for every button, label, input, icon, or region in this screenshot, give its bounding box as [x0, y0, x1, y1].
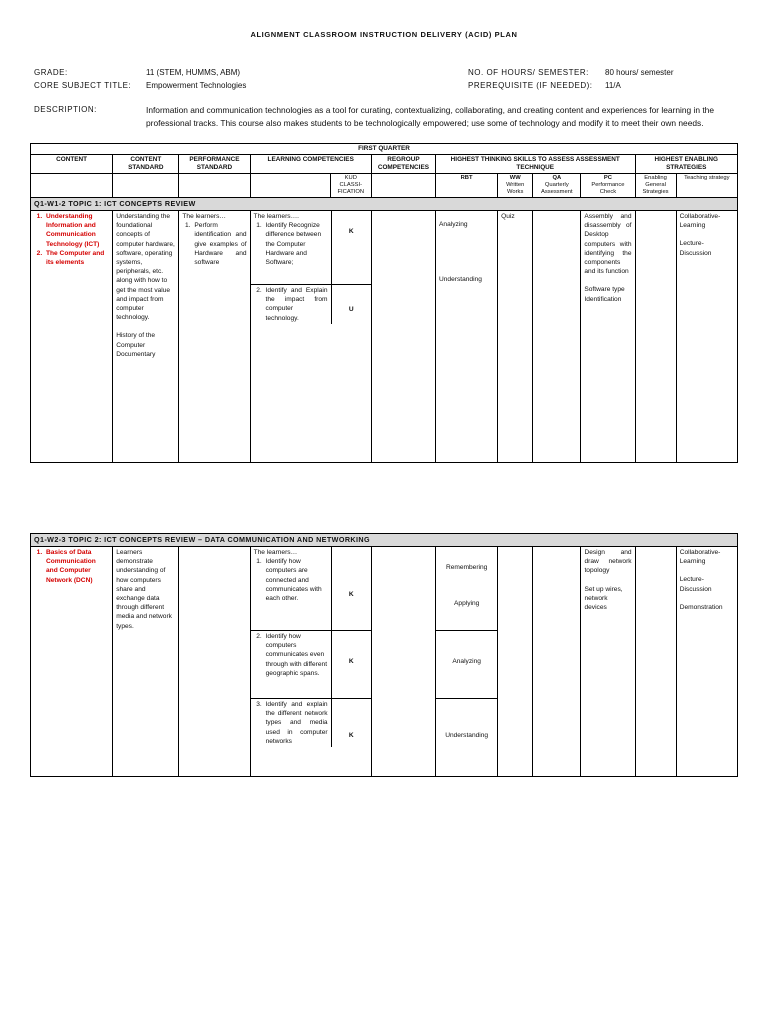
rbt-cell: Analyzing Understanding [436, 211, 498, 463]
kud-header: KUD CLASSI-FICATION [330, 174, 371, 198]
subject-value: Empowerment Technologies [146, 81, 247, 90]
teaching-cell: Collaborative-Learning Lecture-Discussion [676, 211, 737, 463]
hours-value: 80 hours/ semester [605, 68, 674, 77]
description-label: DESCRIPTION: [34, 105, 97, 114]
regroup-header: REGROUP COMPETENCIES [371, 155, 435, 174]
kud-value: K [332, 547, 371, 631]
regroup-cell [371, 547, 435, 777]
content-item: 2. The Computer and its elements [44, 249, 109, 267]
prereq-label: PREREQUISITE (IF NEEDED): [468, 81, 593, 90]
learning-competencies-cell: The learners… 1. Identify how computers are connected and communicates with each other. 2. Identify how computers communicates even through with different geographic spans. 3. Identify and explain the different network types and media used in computer networks K K K [250, 547, 371, 777]
competency-item: 1. Identify how computers are connected and communicates with each other. [264, 557, 328, 603]
acid-plan-table-q1 [30, 143, 738, 463]
prereq-value: 11/A [605, 81, 621, 90]
qa-cell [533, 211, 581, 463]
quarter-header: FIRST QUARTER [31, 144, 738, 155]
teaching-header: Teaching strategy [676, 174, 737, 198]
enabling-cell [635, 211, 676, 463]
grade-value: 11 (STEM, HUMMS, ABM) [146, 68, 241, 77]
strategies-header: HIGHEST ENABLING STRATEGIES [635, 155, 738, 174]
content-cell [31, 547, 113, 777]
hots-header: HIGHEST THINKING SKILLS TO ASSESS ASSESSMENT TECHNIQUE [436, 155, 636, 174]
kud-value: K [332, 631, 371, 699]
subject-label: CORE SUBJECT TITLE: [34, 81, 132, 90]
teaching-cell: Collaborative-Learning Lecture-Discussion Demonstration [676, 547, 737, 777]
content-standard-header: CONTENT STANDARD [113, 155, 179, 174]
qa-cell [533, 547, 581, 777]
topic-1-row [31, 211, 738, 463]
content-standard-cell: Learners demonstrate understanding of how computers share and exchange data through different media and network types. [113, 547, 179, 777]
ww-cell [498, 547, 533, 777]
performance-standard-cell: The learners… 1. Perform identification and give examples of Hardware and software [179, 211, 250, 463]
pc-header: PC Performance Check [581, 174, 635, 198]
topic-2-row [31, 547, 738, 777]
learning-competencies-header: LEARNING COMPETENCIES [250, 155, 371, 174]
learning-competencies-cell: The learners…. 1. Identify Recognize difference between the Computer Hardware and Software; 2. Identify and Explain the impact from computer technology. K U [250, 211, 371, 463]
acid-plan-table-topic2 [30, 533, 738, 777]
hours-label: NO. OF HOURS/ SEMESTER: [468, 68, 589, 77]
rbt-cell: Remembering Applying Analyzing Understanding [436, 547, 498, 777]
content-cell [31, 211, 113, 463]
competency-item: 2. Identify and Explain the impact from computer technology. [264, 286, 328, 323]
description-text: Information and communication technologies as a tool for curating, contextualizing, collaborating, and creating content and experiences for learning in the professional tracks. This course also makes students to be technologically empowered; use some of technology and modify it to meet their own needs. [146, 105, 714, 128]
content-standard-cell: Understanding the foundational concepts of computer hardware, software, operating systems, peripherals, etc. along with how to get the most value and impact from computer technology. History of the Computer Documentary [113, 211, 179, 463]
competency-item: 3. Identify and explain the different network types and media used in computer networks [264, 700, 328, 746]
ww-cell: Quiz [498, 211, 533, 463]
content-header: CONTENT [31, 155, 113, 174]
performance-standard-cell [179, 547, 250, 777]
kud-value: K [332, 211, 371, 285]
documentary-note: History of the Computer Documentary [116, 332, 156, 358]
kud-value: K [348, 732, 354, 739]
ww-header: WW Written Works [498, 174, 533, 198]
topic-1-title: Q1-W1-2 TOPIC 1: ICT CONCEPTS REVIEW [31, 198, 738, 211]
topic-2-title: Q1-W2-3 TOPIC 2: ICT CONCEPTS REVIEW – DATA COMMUNICATION AND NETWORKING [31, 534, 738, 547]
performance-standard-header: PERFORMANCE STANDARD [179, 155, 250, 174]
competency-item: 2. Identify how computers communicates even through with different geographic spans. [264, 632, 328, 678]
qa-header: QA Quarterly Assessment [533, 174, 581, 198]
grade-label: GRADE: [34, 68, 68, 77]
content-item: 1. Basics of Data Communication and Computer Network (DCN) [44, 548, 109, 585]
page-title: ALIGNMENT CLASSROOM INSTRUCTION DELIVERY (ACID) PLAN [250, 30, 518, 39]
rbt-header: RBT [436, 174, 498, 198]
enabling-header: Enabling General Strategies [635, 174, 676, 198]
content-item: 1. Understanding Information and Communication Technology (ICT) [44, 212, 109, 249]
enabling-cell [635, 547, 676, 777]
regroup-cell [371, 211, 435, 463]
competency-item: 1. Identify Recognize difference between the Computer Hardware and Software; [264, 221, 328, 267]
pc-cell: Assembly and disassembly of Desktop computers with identifying the components and its function Software type Identification [581, 211, 635, 463]
pc-cell: Design and draw network topology Set up wires, network devices [581, 547, 635, 777]
kud-value: U [348, 306, 354, 313]
